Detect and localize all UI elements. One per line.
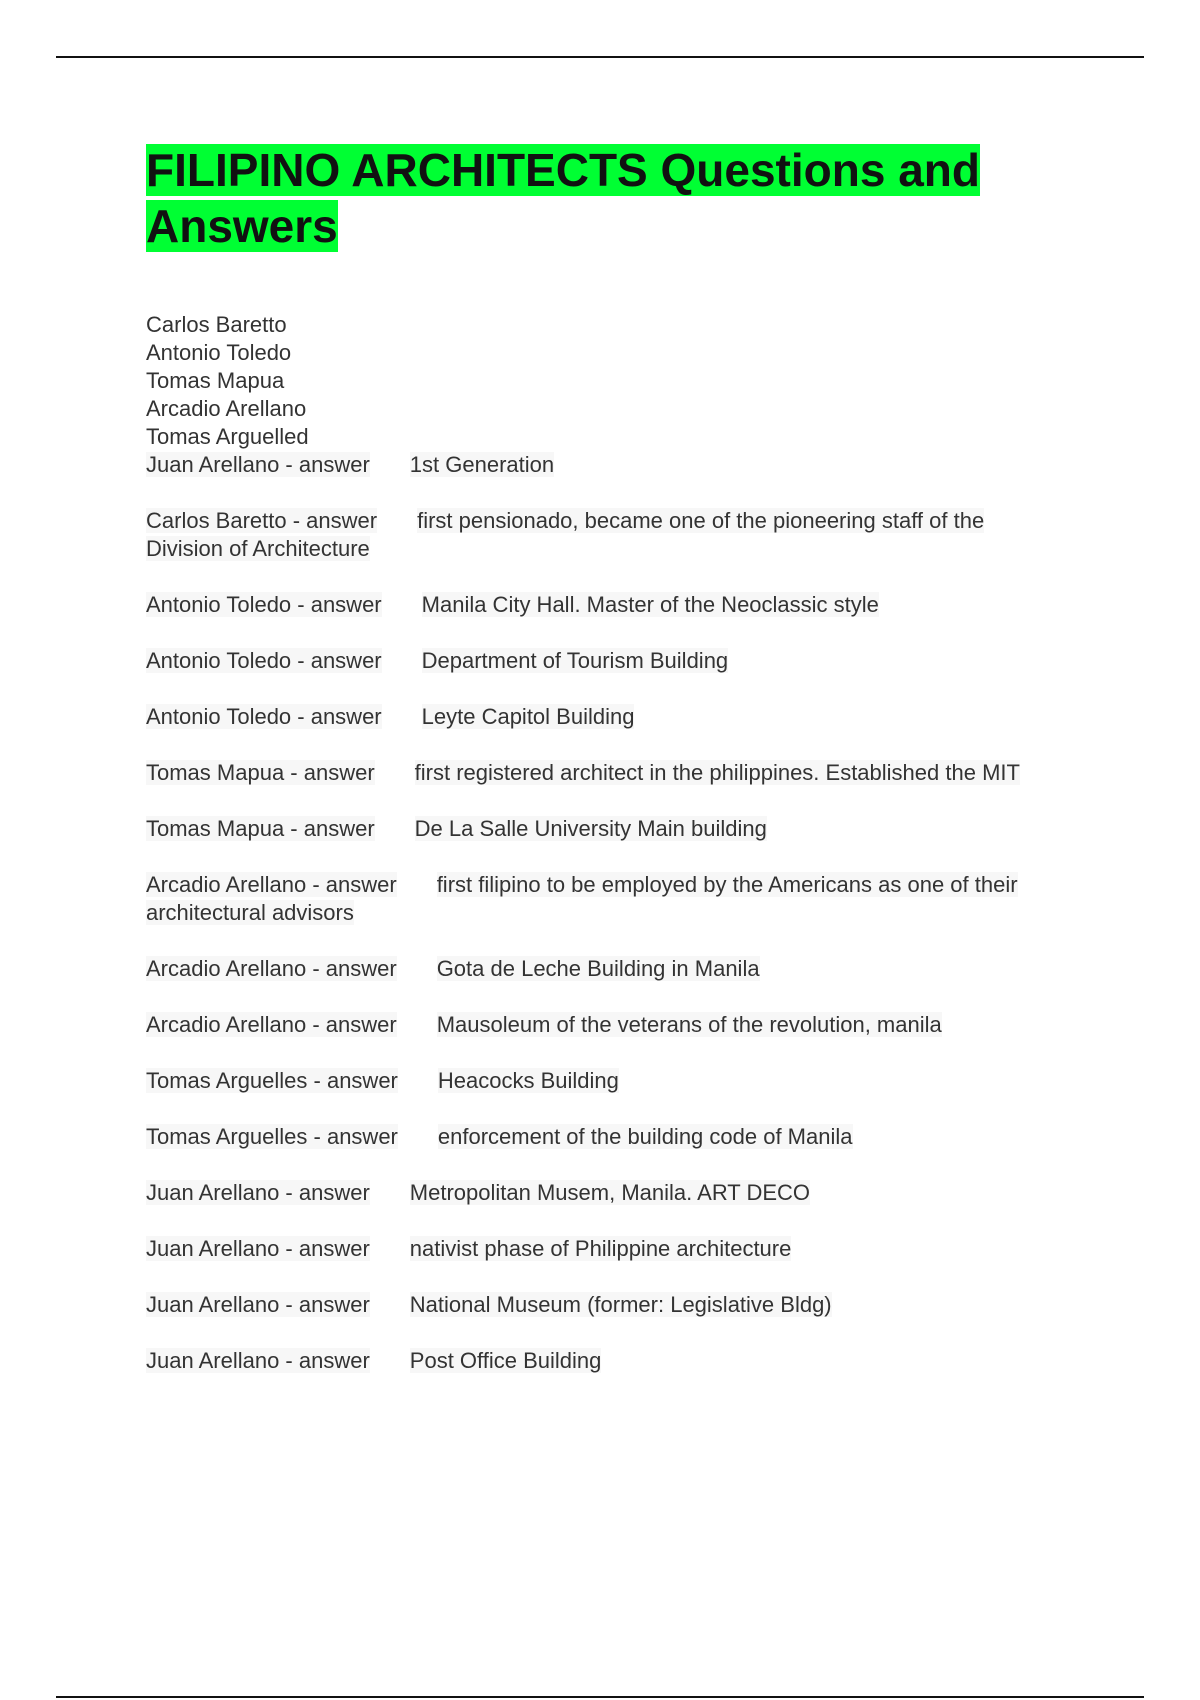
question-text: Antonio Toledo - answer (146, 648, 382, 673)
qa-item (146, 451, 1066, 479)
intro-name: Arcadio Arellano (146, 396, 307, 421)
qa-item (146, 871, 1066, 927)
page-title (146, 142, 1046, 254)
question-text: Juan Arellano - answer (146, 452, 370, 477)
qa-item (146, 1235, 1066, 1263)
answer-text: Mausoleum of the veterans of the revolution, manila (436, 1012, 942, 1037)
question-text: Antonio Toledo - answer (146, 592, 382, 617)
answer-text: first registered architect in the philippines. Established the MIT (414, 760, 1020, 785)
question-text: Arcadio Arellano - answer (146, 1012, 397, 1037)
qa-item (146, 815, 1066, 843)
answer-text: Leyte Capitol Building (421, 704, 635, 729)
answer-text: Department of Tourism Building (421, 648, 729, 673)
answer-text: National Museum (former: Legislative Bldg) (409, 1292, 832, 1317)
header-rule (56, 56, 1144, 58)
qa-item (146, 1067, 1066, 1095)
footer-rule (56, 1696, 1144, 1698)
question-text: Arcadio Arellano - answer (146, 872, 397, 897)
qa-item (146, 703, 1066, 731)
intro-name: Antonio Toledo (146, 340, 292, 365)
answer-text: Post Office Building (409, 1348, 602, 1373)
question-text: Tomas Mapua - answer (146, 760, 375, 785)
qa-item (146, 1123, 1066, 1151)
question-text: Juan Arellano - answer (146, 1348, 370, 1373)
qa-item (146, 1291, 1066, 1319)
question-text: Juan Arellano - answer (146, 1236, 370, 1261)
answer-text: first pensionado, became one of the pioneering staff of the Division of Architecture (146, 508, 985, 561)
question-text: Tomas Arguelles - answer (146, 1068, 398, 1093)
question-text: Arcadio Arellano - answer (146, 956, 397, 981)
answer-text: Manila City Hall. Master of the Neoclassic style (421, 592, 879, 617)
intro-name: Tomas Arguelled (146, 424, 309, 449)
question-text: Tomas Arguelles - answer (146, 1124, 398, 1149)
qa-item (146, 591, 1066, 619)
question-text: Juan Arellano - answer (146, 1292, 370, 1317)
document-body (146, 311, 1066, 1375)
qa-item (146, 1011, 1066, 1039)
answer-text: first filipino to be employed by the Americans as one of their architectural advisors (146, 872, 1018, 925)
title-highlight: FILIPINO ARCHITECTS Questions and Answers (146, 144, 980, 252)
question-text: Carlos Baretto - answer (146, 508, 378, 533)
answer-text: Gota de Leche Building in Manila (436, 956, 760, 981)
qa-item (146, 647, 1066, 675)
qa-item (146, 507, 1066, 563)
question-text: Antonio Toledo - answer (146, 704, 382, 729)
intro-names (146, 311, 1066, 451)
answer-text: Heacocks Building (437, 1068, 619, 1093)
answer-text: nativist phase of Philippine architecture (409, 1236, 792, 1261)
intro-name: Carlos Baretto (146, 312, 287, 337)
answer-text: Metropolitan Musem, Manila. ART DECO (409, 1180, 811, 1205)
answer-text: 1st Generation (409, 452, 555, 477)
qa-item (146, 955, 1066, 983)
qa-item (146, 1179, 1066, 1207)
answer-text: enforcement of the building code of Manila (437, 1124, 853, 1149)
qa-item (146, 1347, 1066, 1375)
intro-name: Tomas Mapua (146, 368, 285, 393)
question-text: Tomas Mapua - answer (146, 816, 375, 841)
answer-text: De La Salle University Main building (414, 816, 767, 841)
qa-item (146, 759, 1066, 787)
question-text: Juan Arellano - answer (146, 1180, 370, 1205)
